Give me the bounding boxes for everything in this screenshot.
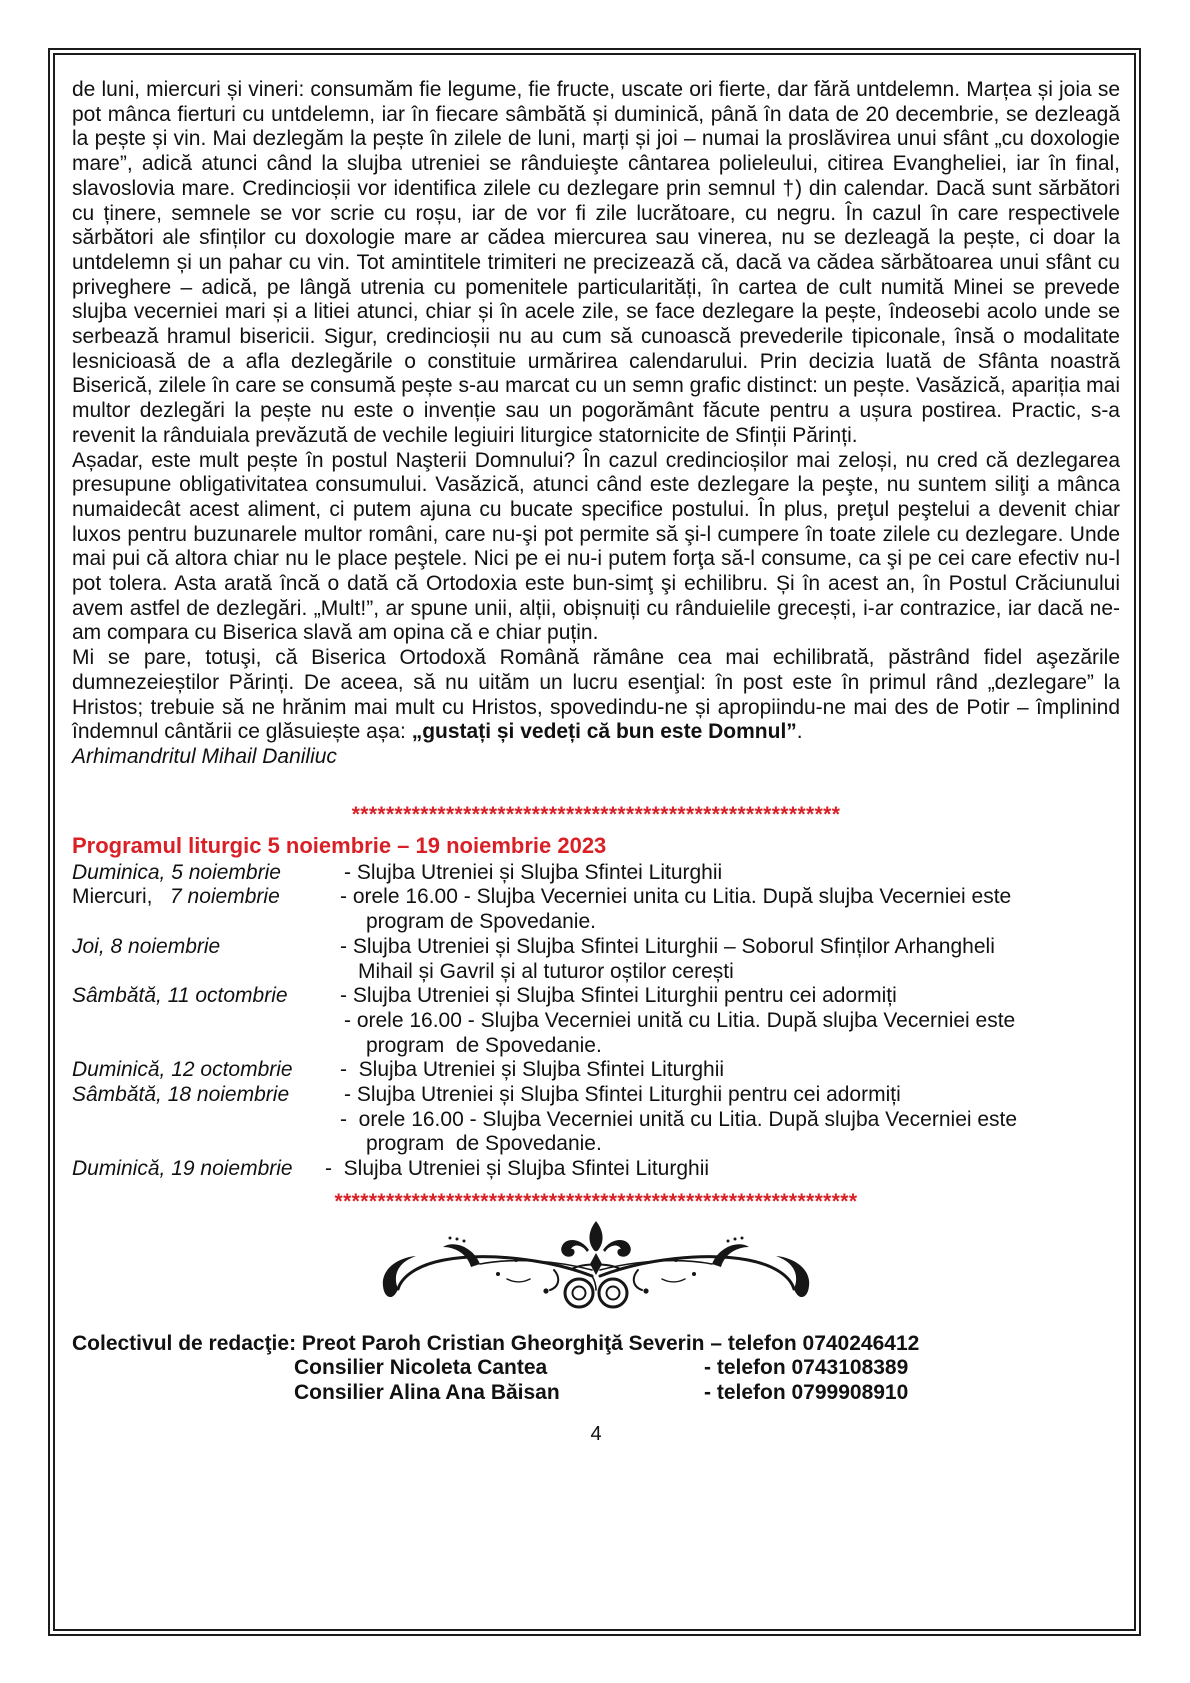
counselor-phone: - telefon 0743108389 (704, 1356, 909, 1380)
schedule-day: Miercuri, 7 noiembrie (72, 885, 280, 909)
schedule-row (72, 1058, 1120, 1083)
footer-counselor-line (294, 1356, 1120, 1381)
schedule-row (72, 885, 1120, 934)
schedule-description: - Slujba Utreniei și Slujba Sfintei Liturghii pentru cei adormiți - orele 16.00 - Slujba Vecerniei unită cu Litia. După slujba Vecerniei este program de Spovedanie. (340, 1083, 1018, 1156)
schedule-description: - orele 16.00 - Slujba Vecerniei unita cu Litia. După slujba Vecerniei este program de Spovedanie. (340, 885, 1012, 934)
schedule-day: Sâmbătă, 11 octombrie (72, 984, 288, 1008)
counselor-phone: - telefon 0799908910 (704, 1380, 909, 1404)
schedule-day: Duminică, 19 noiembrie (72, 1157, 293, 1181)
counselor-name: Consilier Nicoleta Cantea (294, 1356, 548, 1380)
flourish-ornament-icon (376, 1219, 816, 1321)
paragraph-3-bold-quote: „gustați și vedeți că bun este Domnul” (411, 720, 797, 744)
paragraph-3-text: Mi se pare, totuşi, că Biserica Ortodoxă Română rămâne cea mai echilibrată, păstrând fidel aşezările dumnezeieștilor Părinți. De aceea, să nu uităm un lucru esenţial: în post este în primul rând „dezlegare” la Hristos; trebuie să ne hrănim mai mult cu Hristos, spovedindu-ne și apropiindu-ne mai des de Potir – împlinind îndemnul cântării ce glăsuiește așa: (72, 646, 1120, 744)
schedule-description: - Slujba Utreniei și Slujba Sfintei Liturghii (340, 1058, 725, 1082)
author-line: Arhimandritul Mihail Daniliuc (72, 744, 337, 768)
body-paragraph-3 (72, 646, 1120, 745)
schedule-description: - Slujba Utreniei și Slujba Sfintei Liturghii (344, 860, 723, 884)
schedule-description: - Slujba Utreniei și Slujba Sfintei Liturghii – Soborul Sfinților Arhangheli Mihail și Gavril și al tuturor oștilor cerești (340, 934, 995, 983)
program-title: Programul liturgic 5 noiembrie – 19 noiembrie 2023 (72, 832, 607, 858)
editorial-footer (72, 1332, 1120, 1406)
schedule-day: Joi, 8 noiembrie (72, 934, 221, 958)
schedule-row (72, 861, 1120, 886)
schedule-row (72, 1083, 1120, 1157)
schedule-row (72, 935, 1120, 984)
decorative-flourish (376, 1219, 816, 1328)
separator-asterisks-top: ********************************************************* (351, 802, 841, 826)
footer-counselor-line (294, 1381, 1120, 1406)
page-content (55, 55, 1134, 1446)
paragraph-3-period: . (796, 720, 803, 744)
schedule-day: Duminică, 12 octombrie (72, 1058, 293, 1082)
schedule-description: - Slujba Utreniei și Slujba Sfintei Liturghii (325, 1157, 710, 1181)
liturgical-schedule (72, 861, 1120, 1182)
schedule-row (72, 984, 1120, 1058)
separator-asterisks-bottom: ************************************************************* (334, 1189, 858, 1213)
body-paragraph-2: Așadar, este mult pește în postul Naşterii Domnului? În cazul credincioșilor mai zeloși, nu cred că dezlegarea presupune obligativitatea consumului. Vasăzică, atunci când este dezlegare la peşte, nu suntem siliţi a mânca numaidecât acest aliment, ci putem ajuna cu bucate specifice postului. În plus, preţul peştelui a devenit chiar luxos pentru buzunarele multor români, care nu-şi pot permite să şi-l cumpere în toate zilele cu dezlegare. Unde mai pui că altora chiar nu le place peştele. Nici pe ei nu-i putem forţa să-l consume, ca şi pe cei care efectiv nu-l pot tolera. Asta arată încă o dată că Ortodoxia este bun-simţ şi echilibru. Și în acest an, în Postul Crăciunului avem astfel de dezlegări. „Mult!”, ar spune unii, alții, obișnuiți cu rânduielile grecești, i-ar contrazice, iar dacă ne-am compara cu Biserica slavă am opina că e chiar puțin. (72, 448, 1120, 645)
schedule-day: Duminica, 5 noiembrie (72, 860, 281, 884)
body-paragraph-1: de luni, miercuri și vineri: consumăm fie legume, fie fructe, uscate ori fierte, dar fără untdelemn. Marțea și joia se pot mânca fierturi cu untdelemn, iar în fiecare sâmbătă și duminică, până în data de 20 decembrie, se dezleagă la pește și vin. Mai dezlegăm la pește în zilele de luni, marți și joi – numai la proslăvirea unui sfânt „cu doxologie mare”, adică atunci când la slujba utreniei se rânduieşte cântarea polieleului, citirea Evangheliei, iar în final, slavoslovia mare. Credincioșii vor identifica zilele cu dezlegare prin semnul †) din calendar. Dacă sunt sărbători cu ținere, semnele se vor scrie cu roșu, iar de vor fi zile lucrătoare, cu negru. În cazul în care respectivele sărbători ale sfinților cu doxologie mare ar cădea miercurea sau vinerea, nu se dezleagă la pește, ci doar la untdelemn și un pahar cu vin. Tot amintitele trimiteri ne precizează că, dacă va cădea sărbătoarea unui sfânt cu priveghere – adică, pe lângă utrenia cu pomenitele particularități, în cartea de cult numită Minei se prevede slujba vecerniei mari și a litiei atunci, chiar și în acele zile, se face dezlegare la pește, îndeosebi acolo unde se serbează hramul bisericii. Sigur, credincioșii nu au cum să cunoască prevederile tipiconale, însă o modalitate lesnicioasă de a afla dezlegările o constituie urmărirea calendarului. Prin decizia luată de Sfânta noastră Biserică, zilele în care se consumă pește s-au marcat cu un semn grafic distinct: un pește. Vasăzică, apariția mai multor dezlegări la pește nu este o invenție sau un pogorământ făcute pentru a ușura postirea. Practic, s-a revenit la rânduiala prevăzută de vechile legiuiri liturgice statornicite de Sfinții Părinți. (72, 78, 1120, 447)
page-number: 4 (590, 1422, 602, 1445)
document-page (48, 48, 1141, 1636)
footer-editor-line: Colectivul de redacţie: Preot Paroh Cristian Gheorghiţă Severin – telefon 0740246412 (72, 1331, 920, 1355)
schedule-description: - Slujba Utreniei și Slujba Sfintei Liturghii pentru cei adormiți - orele 16.00 - Slujba Vecerniei unită cu Litia. După slujba Vecerniei este program de Spovedanie. (340, 984, 1016, 1057)
counselor-name: Consilier Alina Ana Băisan (294, 1380, 560, 1404)
schedule-row (72, 1157, 1120, 1182)
schedule-day: Sâmbătă, 18 noiembrie (72, 1083, 290, 1107)
